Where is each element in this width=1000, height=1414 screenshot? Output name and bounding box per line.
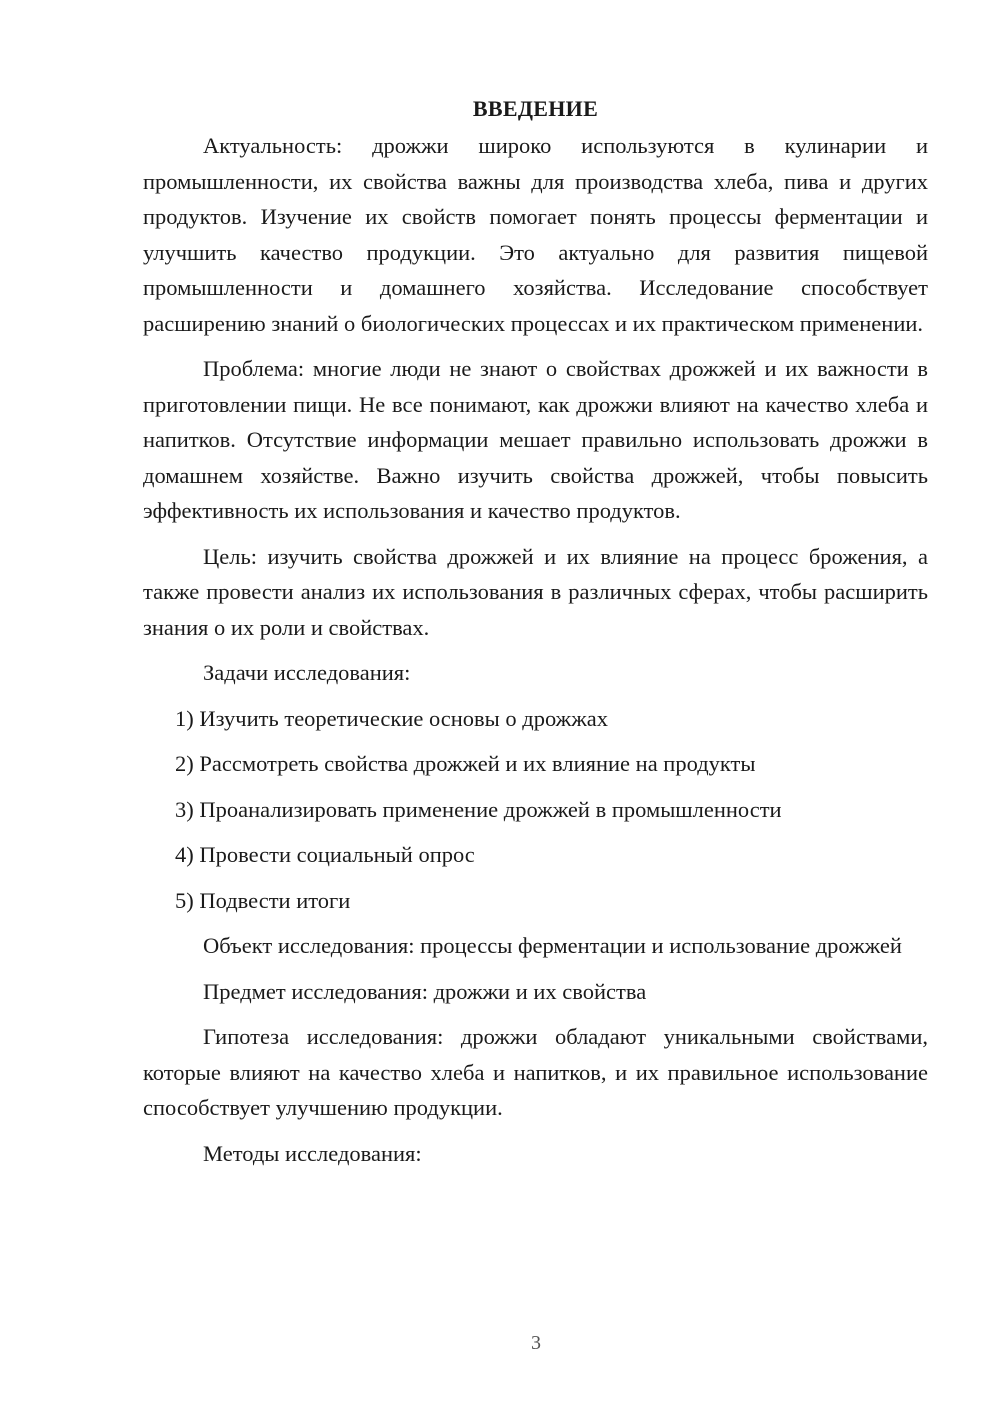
relevance-paragraph: Актуальность: дрожжи широко используются в кулинарии и промышленности, их свойства важны для производства хлеба, пива и других продуктов. Изучение их свойств помогает понять процессы ферментации и улучшить качество продукции. Это актуально для развития пищевой промышленности и домашнего хозяйства. Исследование способствует расширению знаний о биологических процессах и их практическом применении. [143,133,928,336]
document-page [143,92,928,1181]
problem-paragraph: Проблема: многие люди не знают о свойствах дрожжей и их важности в приготовлении пищи. Не все понимают, как дрожжи влияют на качество хлеба и напитков. Отсутствие информации мешает правильно использовать дрожжи в домашнем хозяйстве. Важно изучить свойства дрожжей, чтобы повысить эффективность их использования и качество продуктов. [143,356,928,523]
tasks-heading: Задачи исследования: [203,660,411,685]
goal-paragraph: Цель: изучить свойства дрожжей и их влияние на процесс брожения, а также провести анализ их использования в различных сферах, чтобы расширить знания о их роли и свойствах. [143,543,928,640]
list-item: 5) Подвести итоги [175,887,351,913]
list-item: 4) Провести социальный опрос [175,842,475,867]
page-number: 3 [531,1332,541,1354]
methods-heading: Методы исследования: [203,1140,422,1166]
subject-paragraph: Предмет исследования: дрожжи и их свойства [203,978,647,1004]
list-item: 3) Проанализировать применение дрожжей в промышленности [175,796,782,822]
page-title: ВВЕДЕНИЕ [472,96,599,121]
object-paragraph: Объект исследования: процессы ферментации и использование дрожжей [203,933,902,958]
tasks-list [143,701,928,919]
list-item: 2) Рассмотреть свойства дрожжей и их влияние на продукты [175,751,756,776]
list-item: 1) Изучить теоретические основы о дрожжах [175,705,609,731]
hypothesis-paragraph: Гипотеза исследования: дрожжи обладают уникальными свойствами, которые влияют на качество хлеба и напитков, и их правильное использование способствует улучшению продукции. [143,1024,928,1120]
